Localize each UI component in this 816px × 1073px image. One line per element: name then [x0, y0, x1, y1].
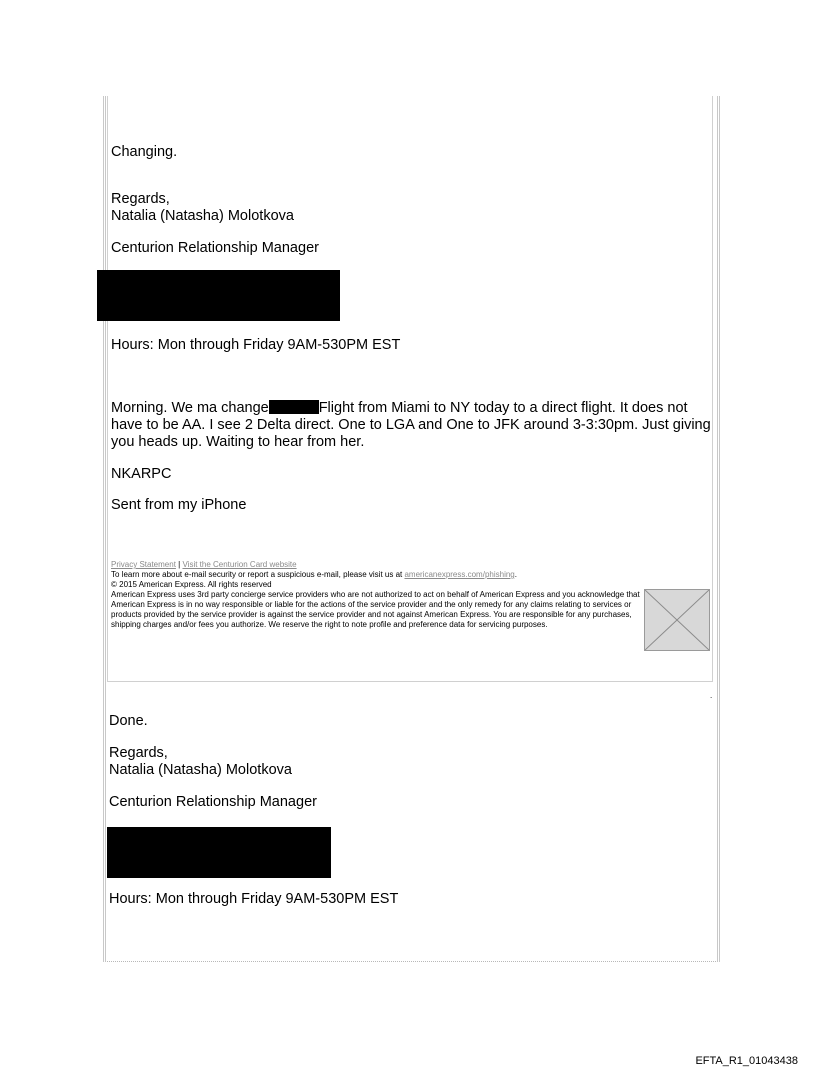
broken-image-icon	[644, 589, 710, 651]
message2-hours: Hours: Mon through Friday 9AM-530PM EST	[109, 891, 399, 907]
quoted-code: NKARPC	[111, 466, 172, 482]
footer-security-text: To learn more about e-mail security or report a suspicious e-mail, please visit us at	[111, 570, 403, 579]
quoted-message-body	[111, 400, 711, 451]
inline-redaction	[269, 400, 319, 414]
document-id: EFTA_R1_01043438	[695, 1055, 798, 1067]
message2-sender-title: Centurion Relationship Manager	[109, 794, 317, 810]
stray-mark: .	[710, 691, 713, 700]
quoted-sent-from: Sent from my iPhone	[111, 497, 247, 513]
redaction-block	[97, 270, 340, 321]
quoted-text-before: Morning. We ma change	[111, 400, 269, 416]
message2-opening: Done.	[109, 713, 148, 729]
redaction-block-2	[107, 827, 331, 878]
message1-signoff: Regards,	[111, 191, 170, 207]
email-footer	[111, 560, 641, 630]
message2-sender-name: Natalia (Natasha) Molotkova	[109, 762, 292, 778]
privacy-statement-link[interactable]: Privacy Statement	[111, 560, 176, 569]
footer-separator: |	[178, 560, 181, 569]
footer-copyright: © 2015 American Express. All rights reserved	[111, 580, 272, 589]
message1-sender-name: Natalia (Natasha) Molotkova	[111, 208, 294, 224]
centurion-website-link[interactable]: Visit the Centurion Card website	[182, 560, 297, 569]
message1-opening: Changing.	[111, 144, 178, 160]
footer-links-row	[111, 560, 641, 570]
message1-hours: Hours: Mon through Friday 9AM-530PM EST	[111, 337, 401, 353]
footer-disclaimer: American Express uses 3rd party concierge service providers who are not authorized to act on behalf of American Express and you acknowledge that American Express is in no way responsible or liable for the actions of the service provider and the only remedy for any claims relating to services or products provided by the service provider is against the service provider and not against American Express. You are responsible for any purchases, shipping charges and/or fees you authorize. We reserve the right to note profile and preference data for servicing purposes.	[111, 590, 640, 629]
message2-signoff: Regards,	[109, 745, 168, 761]
footer-security-row	[111, 570, 641, 580]
footer-security-end: .	[514, 570, 517, 579]
message1-sender-title: Centurion Relationship Manager	[111, 240, 319, 256]
phishing-link[interactable]: americanexpress.com/phishing	[404, 570, 515, 579]
quoted-text-after: Flight from Miami to NY today to a direct flight. It does not have to be AA. I see 2 Delta direct. One to LGA and One to JFK around 3-3:30pm. Just giving you heads up. Waiting to hear from her.	[111, 400, 711, 450]
